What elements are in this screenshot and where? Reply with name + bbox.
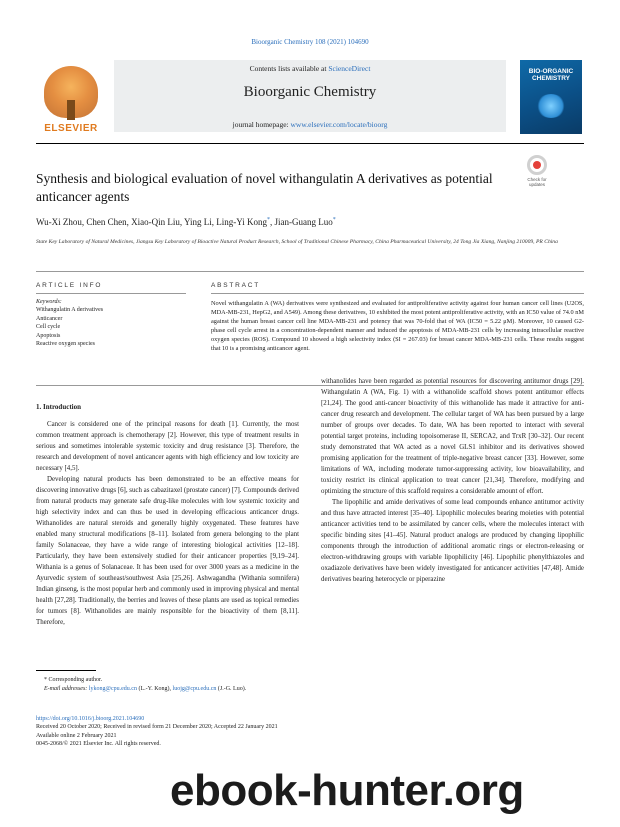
affiliation: State Key Laboratory of Natural Medicines, Jiangsu Key Laboratory of Bioactive Natural Product Research, School of Traditional Chinese Pharmacy, China Pharmaceutical University, 24 Tong Jia Xiang, Nanjing 210009, PR China (36, 239, 558, 245)
contents-line: Contents lists available at ScienceDirect (249, 64, 371, 73)
keyword-item: Apoptosis (36, 332, 61, 339)
journal-cover-image (520, 60, 582, 134)
footnote (36, 676, 336, 694)
check-for-updates-badge[interactable]: Check for updates (520, 155, 554, 189)
corresponding-mark[interactable]: * (267, 217, 271, 223)
sciencedirect-link[interactable]: ScienceDirect (328, 64, 371, 73)
keyword-item: Cell cycle (36, 324, 61, 331)
corresponding-note: * Corresponding author. (44, 677, 103, 683)
section-heading: 1. Introduction (36, 403, 81, 411)
email-link[interactable]: lykong@cpu.edu.cn (88, 686, 137, 692)
cover-title: BIO-ORGANIC CHEMISTRY (528, 68, 574, 82)
keyword-item: Anticancer (36, 315, 63, 322)
keyword-item: Reactive oxygen species (36, 341, 95, 348)
journal-name: Bioorganic Chemistry (243, 84, 377, 100)
abstract-heading: ABSTRACT (211, 282, 261, 289)
watermark: ebook-hunter.org (170, 766, 524, 815)
received-dates: Received 20 October 2020; Received in revised form 21 December 2020; Accepted 22 January 2021 (36, 724, 278, 731)
email-link[interactable]: luojg@cpu.edu.cn (172, 686, 217, 692)
available-date: Available online 2 February 2021 (36, 732, 117, 739)
abstract-text: Novel withangulatin A (WA) derivatives were synthesized and evaluated for antiproliferative activity against four human cancer cell lines (U2OS, MDA-MB-231, HepG2, and A549). Among these derivatives, 10 exhibited the most potent antiproliferative activity, with an IC50 value of 74.0 nM against the human breast cancer cell line MDA-MB-231 and potency that was 70-fold that of WA (IC50 = 5.22 μM). Moreover, 10 caused G2-phase cell cycle arrest in a concentration-dependent manner and induced the apoptosis of MDA-MB-231 cells by increasing intracellular reactive oxygen species (ROS). Compound 10 showed a high selectivity index (SI = 267.03) for breast cancer MDA-MB-231 cells. These results suggest that 10 is a promising anticancer agent. (211, 300, 584, 353)
copyright: 0045-2068/© 2021 Elsevier Inc. All rights reserved. (36, 740, 161, 747)
body-column-right (321, 376, 584, 585)
article-info-heading: ARTICLE INFO (36, 282, 103, 289)
journal-banner (114, 60, 506, 132)
footnote-divider (36, 670, 96, 671)
body-paragraph: The lipophilic and amide derivatives of some lead compounds enhance antitumor activity and thus have attracted interest [35–40]. Lipophilic molecules bearing moieties with potential anticancer activities tend to be assimilated by cancer cells, where the molecules interact with specific binding sites [41–45]. Natural product analogs are produced by changing lipophilic components through the introduction of additional aromatic rings or electron-releasing or electron-withdrawing groups with variable lipophilicity [46]. Lipophilic phenylthiazoles and oxadiazole derivatives have been widely investigated for anticancer activities [47,48]. Amide derivatives bearing heterocycle or piperazine (321, 499, 584, 583)
homepage-line: journal homepage: www.elsevier.com/locate/bioorg (232, 120, 388, 129)
journal-citation-link[interactable]: Bioorganic Chemistry 108 (2021) 104690 (251, 38, 369, 46)
journal-header (36, 60, 584, 140)
article-title: Synthesis and biological evaluation of novel withangulatin A derivatives as potential anticancer agents (36, 171, 493, 204)
info-divider (36, 293, 186, 294)
author-list: Wu-Xi Zhou, Chen Chen, Xiao-Qin Liu, Ying Li, Ling-Yi Kong*, Jian-Guang Luo* (36, 217, 336, 227)
publisher-wordmark: ELSEVIER (44, 123, 98, 134)
keyword-item: Withangulatin A derivatives (36, 307, 104, 314)
update-icon (527, 155, 547, 175)
body-paragraph: Developing natural products has been demonstrated to be an effective means for discovering innovative drugs [6], such as cabazitaxel (prostate cancer) [7]. Compounds derived from natural products may generate safe drug-like molecules with low systemic toxicity and high selectivity index and can thus be used in developing efficacious anticancer drugs. Withanolides are natural steroids and generally highly oxygenated. These features have enabled many structural modifications [8–11]. Isolated from genera belonging to the plant family Solanaceae, they have a wide range of interesting biological activities [12–18]. Particularly, they have been extensively studied for their anticancer properties [9,19–24]. Withania is a genus of Solanaceae. It has been used for over 3000 years as a medicine in the Ayurvedic system of southeast/southwest Asia [25,26]. Ashwagandha (Withania somnifera) Indian ginseng, is the most popular herb and commonly used in improving physical and mental health [27,28]. Traditionally, the berries and leaves of these plants are used as topical remedies for tumors [8]. Withanolides are mainly responsible for the bioactivity of them [8,11]. Therefore, (36, 476, 299, 626)
publication-info (36, 715, 436, 748)
keywords-label: Keywords: (36, 299, 62, 305)
corresponding-mark[interactable]: * (332, 217, 336, 223)
header-divider (36, 143, 584, 144)
email-line: E-mail addresses: lykong@cpu.edu.cn (L.-Y. Kong), luojg@cpu.edu.cn (J.-G. Luo). (44, 686, 247, 692)
body-column-left (36, 402, 299, 628)
elsevier-logo (36, 60, 106, 138)
body-paragraph: withanolides have been regarded as potential resources for discovering antitumor drugs [29]. Withangulatin A (WA, Fig. 1) with a withanolide scaffold shows potent antitumor effects [21,24]. The good anti-cancer bioactivity of this withanolide has made it attractive for anti-cancer drug research and development. The cellular target of WA has been pursued by a large number of groups over decades. To date, WA has been reported to interact with several potential target proteins, including topoisomerase II, SERCA2, and TrxR [30–32]. Our recent study demonstrated that WA acted as a novel GLS1 inhibitor and its derivatives showed promising application for the treatment of triple-negative breast cancer [33]. However, some limitations of WA, including moderate tumor-suppressing activity, low bioavailability, and toxicity restrict its clinical application to treat cancer [21,34]. Therefore, modifying and optimizing the structure of this scaffold requires a considerable amount of effort. (321, 378, 584, 495)
abstract-divider (211, 293, 584, 294)
section-divider (36, 271, 584, 272)
body-paragraph: Cancer is considered one of the principal reasons for death [1]. Currently, the most common treatment approach is chemotherapy [2]. However, this type of treatment results in serious and sometimes intolerable systemic toxicity and drug resistance [3]. Therefore, the research and development of novel anticancer agents with high efficiency and low toxicity are necessary [4,5]. (36, 421, 299, 472)
journal-homepage-link[interactable]: www.elsevier.com/locate/bioorg (290, 120, 388, 129)
keywords-block (36, 298, 186, 348)
doi-link[interactable]: https://doi.org/10.1016/j.bioorg.2021.104690 (36, 716, 145, 722)
